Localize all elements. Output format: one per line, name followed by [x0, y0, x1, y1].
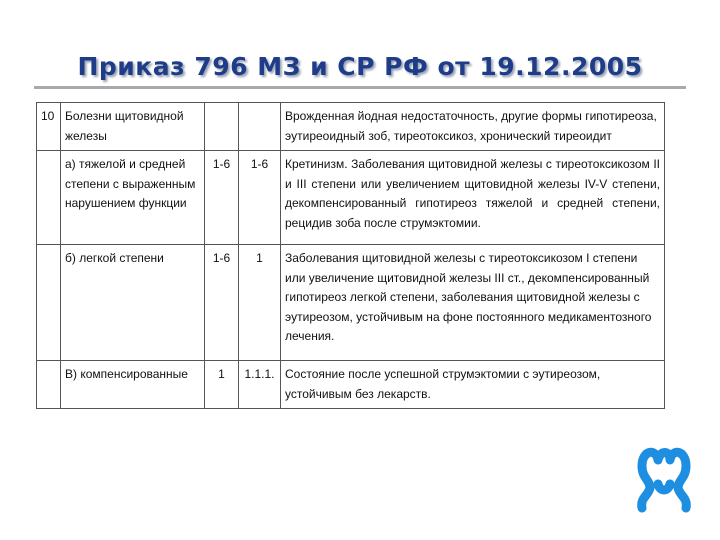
table-row: [37, 361, 665, 409]
row-description: Кретинизм. Заболевания щитовидной железы с тиреотоксикозом II и III степени или увеличением щитовидной железы IV-V степени, декомпенсированный гипотиреоз тяжелой и средней степени, рецидив зоба после струмэктомии.: [281, 151, 665, 245]
table-row: [37, 103, 665, 151]
wave-logo-icon: [634, 444, 694, 514]
row-col-b: [239, 103, 281, 151]
row-index: [37, 361, 61, 409]
row-col-a: 1-6: [205, 245, 239, 361]
table-row: [37, 245, 665, 361]
row-index: 10: [37, 103, 61, 151]
row-description: Состояние после успешной струмэктомии с эутиреозом, устойчивым без лекарств.: [281, 361, 665, 409]
row-col-a: [205, 103, 239, 151]
row-name: Болезни щитовидной железы: [61, 103, 205, 151]
row-description: Заболевания щитовидной железы с тиреотоксикозом I степени или увеличение щитовидной железы III ст., декомпенсированный гипотиреоз легкой степени, заболевания щитовидной железы с эутиреозом, устойчивым на фоне постоянного медикаментозного лечения.: [281, 245, 665, 361]
row-name: б) легкой степени: [61, 245, 205, 361]
row-col-b: 1: [239, 245, 281, 361]
row-name: В) компенсированные: [61, 361, 205, 409]
row-name: а) тяжелой и средней степени с выраженным нарушением функции: [61, 151, 205, 245]
row-description: Врожденная йодная недостаточность, другие формы гипотиреоза, эутиреоидный зоб, тиреотоксикоз, хронический тиреоидит: [281, 103, 665, 151]
page-title: Приказ 796 МЗ и СР РФ от 19.12.2005: [77, 52, 643, 81]
row-index: [37, 151, 61, 245]
table-row: [37, 151, 665, 245]
regulation-table: [36, 102, 665, 409]
title-divider: [34, 86, 686, 89]
row-col-b: 1-6: [239, 151, 281, 245]
row-col-a: 1-6: [205, 151, 239, 245]
row-index: [37, 245, 61, 361]
row-col-a: 1: [205, 361, 239, 409]
row-col-b: 1.1.1.: [239, 361, 281, 409]
